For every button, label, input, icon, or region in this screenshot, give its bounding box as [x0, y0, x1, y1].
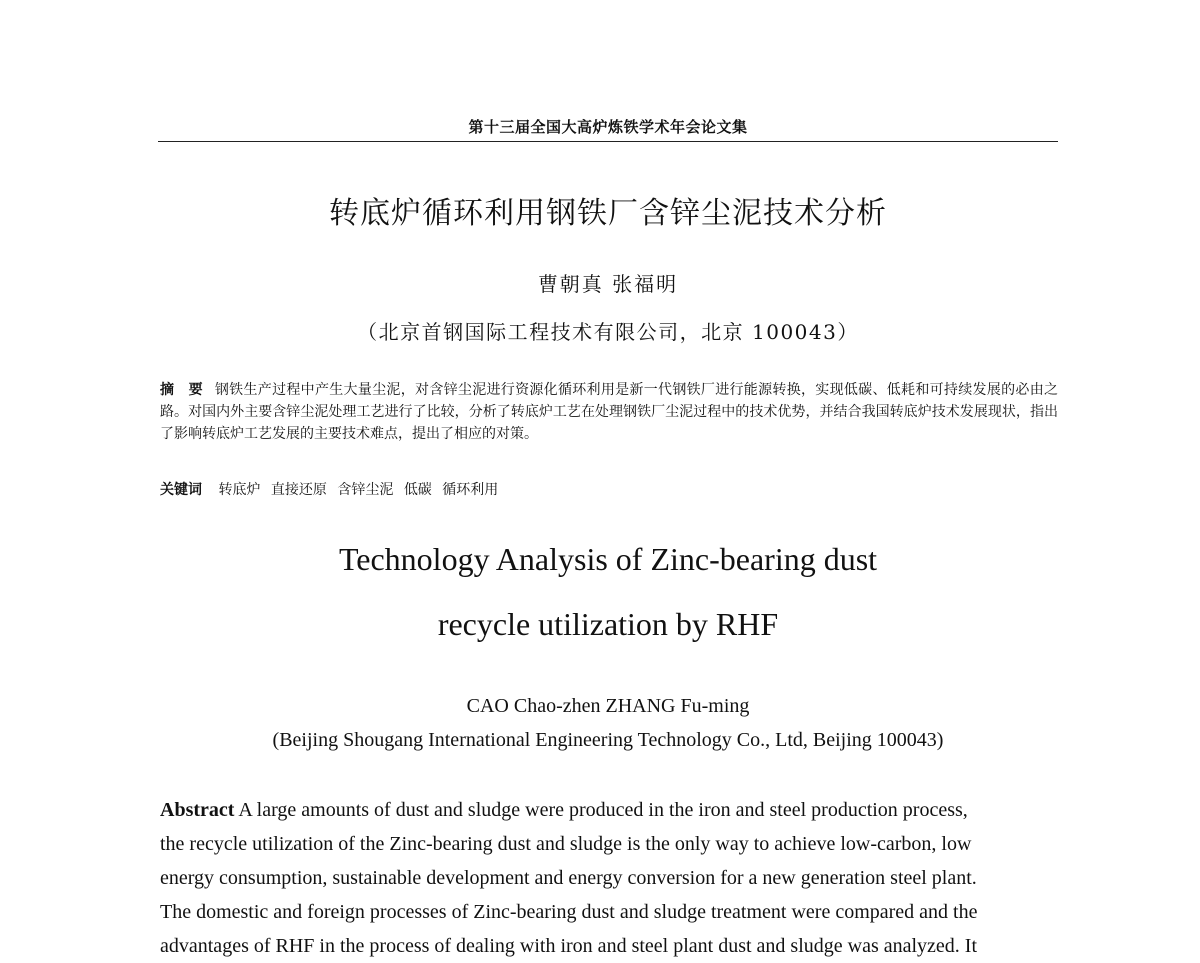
english-title-line-1: Technology Analysis of Zinc-bearing dust: [338, 541, 878, 577]
keyword: 含锌尘泥: [337, 482, 394, 498]
keyword: 低碳: [403, 482, 432, 498]
english-abstract-line: the recycle utilization of the Zinc-bearing dust and sludge is the only way to achieve low-carbon, low: [160, 833, 972, 855]
english-abstract-line: energy consumption, sustainable development and energy conversion for a new generation steel plant.: [160, 867, 977, 889]
keyword: 循环利用: [442, 482, 499, 498]
english-abstract-label: Abstract: [160, 799, 235, 821]
chinese-affiliation: （北京首钢国际工程技术有限公司，北京 100043）: [357, 320, 859, 344]
english-affiliation: (Beijing Shougang International Engineering Technology Co., Ltd, Beijing 100043): [272, 729, 944, 751]
english-abstract: [160, 793, 1058, 963]
english-authors: CAO Chao-zhen ZHANG Fu-ming: [466, 695, 750, 717]
english-title-line-2: recycle utilization by RHF: [437, 606, 779, 642]
english-abstract-line: [160, 793, 1058, 827]
chinese-authors: 曹朝真 张福明: [537, 272, 679, 296]
header-rule: [158, 141, 1058, 142]
chinese-keywords: [160, 479, 1058, 501]
english-abstract-text: A large amounts of dust and sludge were produced in the iron and steel production process,: [234, 799, 968, 821]
running-header: 第十三届全国大高炉炼铁学术年会论文集: [468, 118, 748, 136]
keyword: 直接还原: [270, 482, 327, 498]
chinese-title: 转底炉循环利用钢铁厂含锌尘泥技术分析: [329, 196, 887, 231]
english-abstract-line: advantages of RHF in the process of dealing with iron and steel plant dust and sludge was analyzed. It: [160, 935, 978, 957]
chinese-abstract-text: 钢铁生产过程中产生大量尘泥，对含锌尘泥进行资源化循环利用是新一代钢铁厂进行能源转换，实现低碳、低耗和可持续发展的必由之路。对国内外主要含锌尘泥处理工艺进行了比较，分析了转底炉工艺在处理钢铁厂尘泥过程中的技术优势，并结合我国转底炉技术发展现状，指出了影响转底炉工艺发展的主要技术难点，提出了相应的对策。: [160, 382, 1059, 442]
chinese-abstract: [160, 379, 1058, 445]
chinese-abstract-label: 摘 要: [160, 382, 203, 398]
keyword: 转底炉: [218, 482, 261, 498]
english-abstract-line: The domestic and foreign processes of Zinc-bearing dust and sludge treatment were compared and the: [160, 901, 978, 923]
chinese-keywords-label: 关键词: [160, 482, 202, 498]
